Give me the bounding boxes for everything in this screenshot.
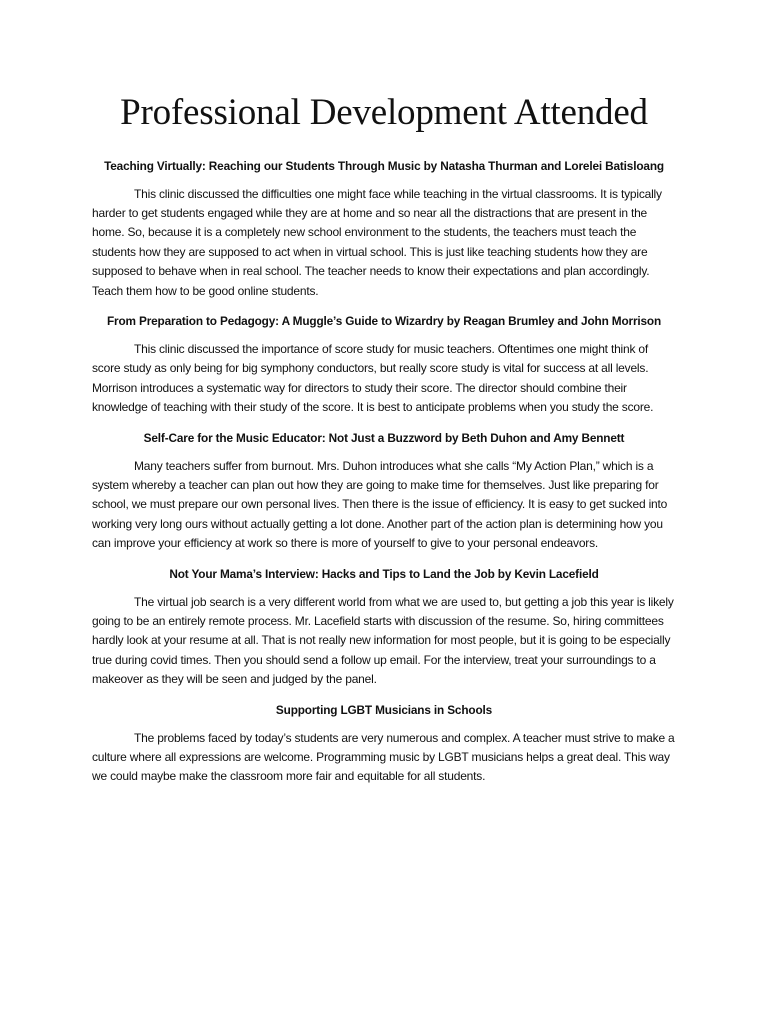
section-body: This clinic discussed the importance of score study for music teachers. Oftentimes one might think of score study as only being for big symphony conductors, but really score study is vital for success at all levels. Morrison introduces a systematic way for directors to study their score. The director should combine their knowledge of teaching with their study of the score. It is best to anticipate problems when you study the score. bbox=[92, 341, 654, 415]
section-heading: Teaching Virtually: Reaching our Students Through Music by Natasha Thurman and Lorelei Batisloang bbox=[104, 158, 664, 173]
section-heading: Supporting LGBT Musicians in Schools bbox=[275, 702, 493, 717]
section-heading: From Preparation to Pedagogy: A Muggle’s Guide to Wizardry by Reagan Brumley and John Morrison bbox=[106, 313, 662, 328]
section-self-care bbox=[92, 429, 676, 554]
section-preparation-to-pedagogy bbox=[92, 312, 676, 418]
section-body: Many teachers suffer from burnout. Mrs. Duhon introduces what she calls “My Action Plan,” which is a system whereby a teacher can plan out how they are going to make time for themselves. Just like preparing for school, we must prepare our own personal lives. Then there is the issue of efficiency. It is easy to get sucked into working very long ours without actually getting a lot done. Another part of the action plan is determining how you can improve your efficiency at work so there is more of yourself to give to your personal endeavors. bbox=[92, 458, 668, 551]
section-body: The problems faced by today’s students are very numerous and complex. A teacher must strive to make a culture where all expressions are welcome. Programming music by LGBT musicians helps a great deal. This way we could maybe make the classroom more fair and equitable for all students. bbox=[92, 730, 675, 784]
page-title: Professional Development Attended bbox=[120, 92, 648, 133]
section-teaching-virtually bbox=[92, 157, 676, 301]
section-heading: Not Your Mama’s Interview: Hacks and Tips to Land the Job by Kevin Lacefield bbox=[169, 566, 599, 581]
section-heading: Self-Care for the Music Educator: Not Just a Buzzword by Beth Duhon and Amy Bennett bbox=[143, 430, 625, 445]
section-lgbt-musicians bbox=[92, 701, 676, 787]
section-interview bbox=[92, 565, 676, 690]
section-body: This clinic discussed the difficulties one might face while teaching in the virtual classrooms. It is typically harder to get students engaged while they are at home and so near all the distractions that are present in the home. So, because it is a completely new school environment to the students, the teachers must teach the students how they are supposed to act when in virtual school. This is just like teaching students how they are supposed to behave when in real school. The teacher needs to know their expectations and plan accordingly. Teach them how to be good online students. bbox=[92, 186, 662, 298]
section-body: The virtual job search is a very different world from what we are used to, but getting a job this year is likely going to be an entirely remote process. Mr. Lacefield starts with discussion of the resume. So, hiring committees hardly look at your resume at all. That is not really new information for most people, but it is going to be especially true during covid times. Then you should send a follow up email. For the interview, treat your surroundings to a makeover as they will be seen and judged by the panel. bbox=[92, 594, 674, 687]
